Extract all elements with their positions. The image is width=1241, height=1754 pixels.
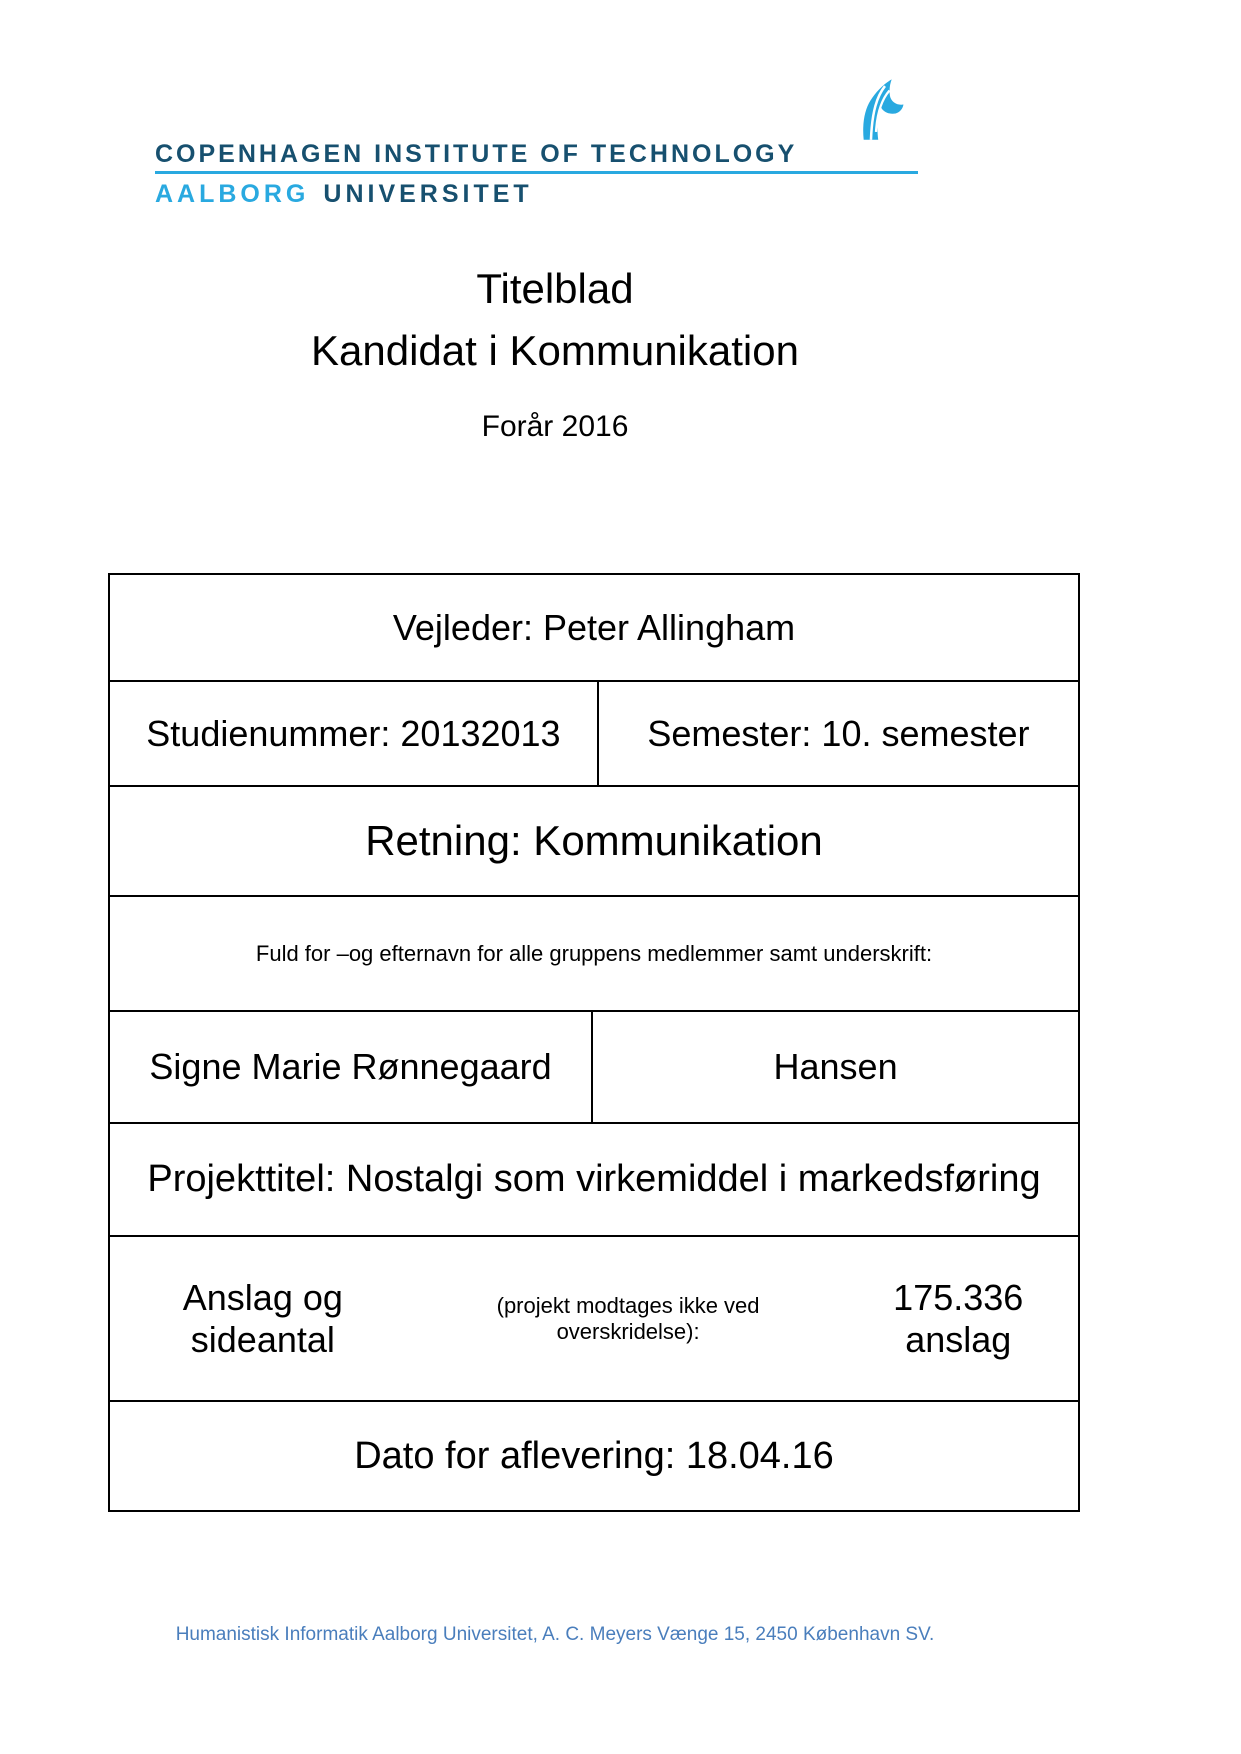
university-name [155, 180, 533, 209]
semester-text: Semester: 10. semester [647, 712, 1030, 754]
studienummer-text: Studienummer: 20132013 [146, 712, 561, 754]
lastname-text: Hansen [773, 1046, 898, 1087]
semester-subtitle: Forår 2016 [481, 410, 629, 443]
lastname-cell [591, 1012, 1078, 1122]
retning-text: Retning: Kommunikation [365, 817, 823, 864]
table-row-projekttitel [110, 1122, 1078, 1235]
firstname-text: Signe Marie Rønnegaard [149, 1046, 552, 1087]
members-heading-text: Fuld for –og efternavn for alle gruppens medlemmer samt underskrift: [255, 940, 933, 966]
table-row-dato [110, 1400, 1078, 1510]
table-row-retning [110, 785, 1078, 895]
page-title-line1: Titelblad [476, 265, 634, 312]
studienummer-cell [110, 682, 597, 785]
table-row-studienummer-semester [110, 680, 1078, 785]
footer-address: Humanistisk Informatik Aalborg Universitet, A. C. Meyers Vænge 15, 2450 København SV. [175, 1624, 935, 1645]
table-row-members-heading [110, 895, 1078, 1010]
firstname-cell [110, 1012, 591, 1122]
anslag-parenthetical: (projekt modtages ikke ved overskridelse): [496, 1292, 760, 1344]
projekttitel-text: Projekttitel: Nostalgi som virkemiddel i markedsføring [147, 1158, 1041, 1200]
semester-cell [597, 682, 1078, 785]
institute-name: COPENHAGEN INSTITUTE OF TECHNOLOGY [155, 140, 798, 168]
header-divider-rule [155, 171, 918, 174]
university-name-rest: UNIVERSITET [323, 180, 533, 208]
anslag-label: Anslag og sideantal [182, 1276, 343, 1360]
title-block [0, 258, 1110, 444]
university-name-highlight: AALBORG [155, 180, 310, 208]
titelblad-table [108, 573, 1080, 1512]
page-title-line2: Kandidat i Kommunikation [311, 327, 799, 374]
anslag-value: 175.336 anslag [893, 1276, 1024, 1360]
table-row-member-name [110, 1010, 1078, 1122]
table-row-vejleder [110, 575, 1078, 680]
aau-wave-icon [848, 78, 904, 140]
table-row-anslag [110, 1235, 1078, 1400]
vejleder-text: Vejleder: Peter Allingham [392, 606, 796, 648]
dato-text: Dato for aflevering: 18.04.16 [354, 1434, 834, 1477]
